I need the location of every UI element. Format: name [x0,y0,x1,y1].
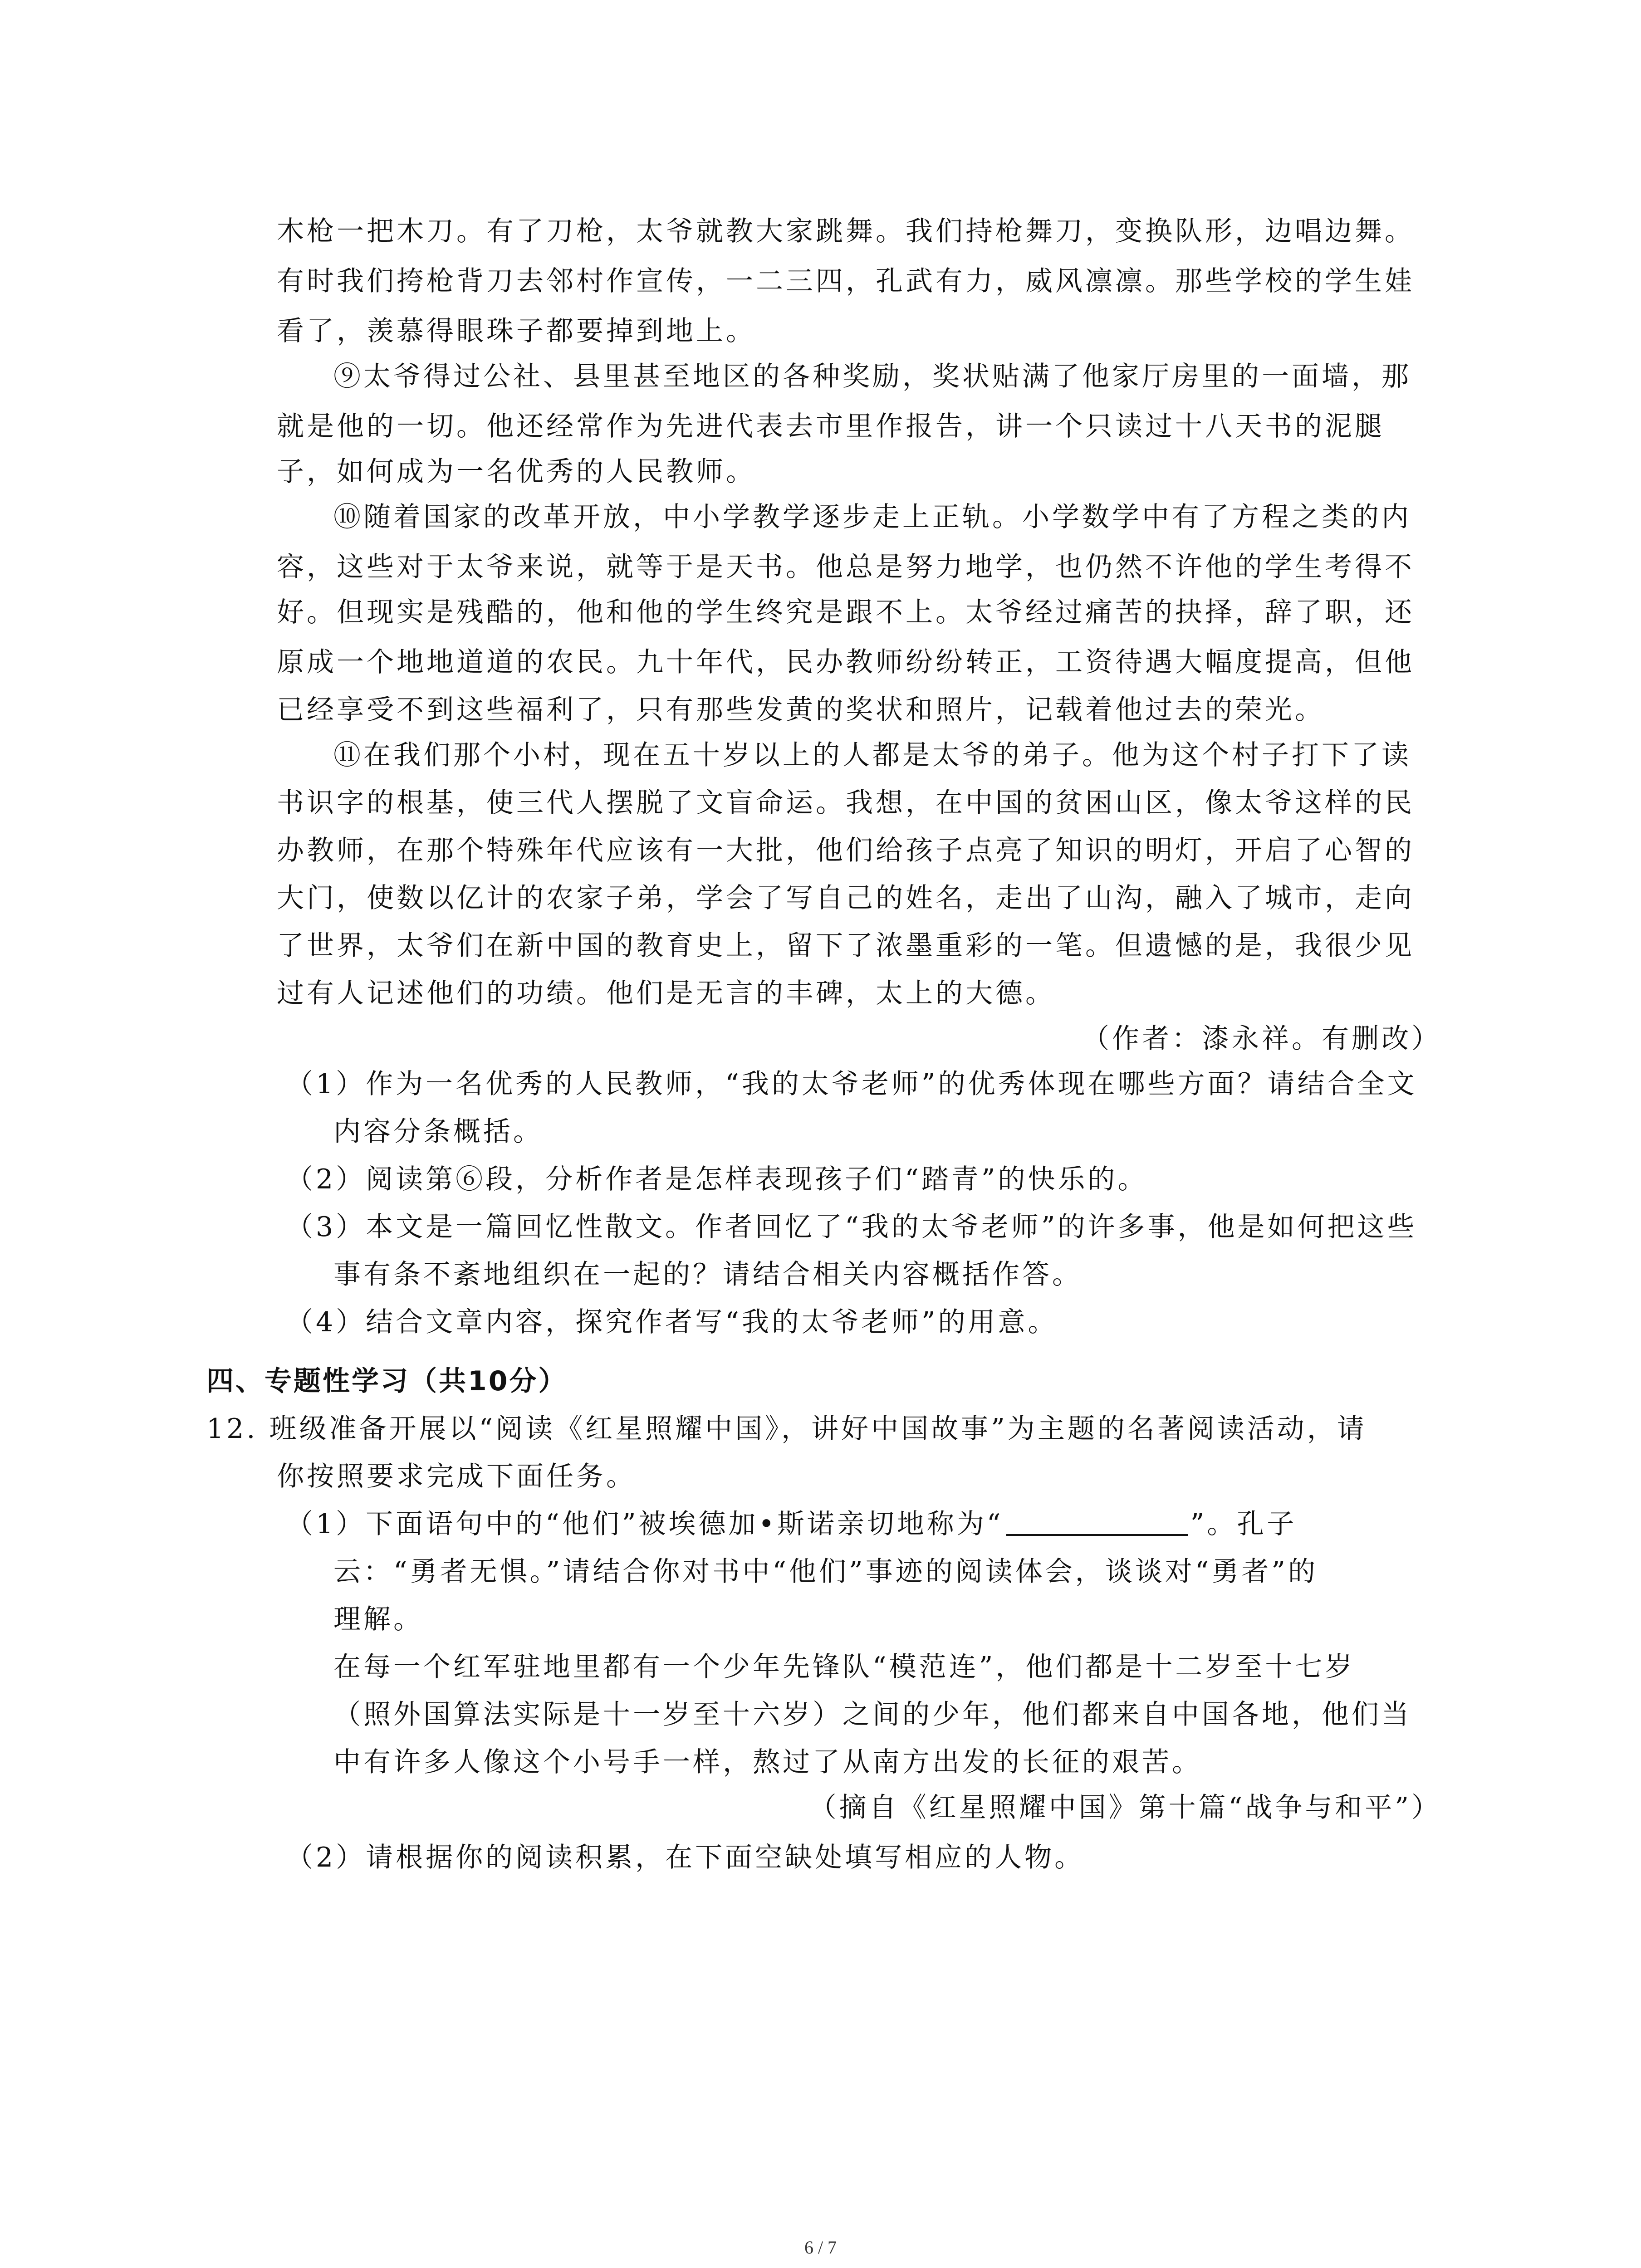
paragraph-11-line-5: 了世界，太爷们在新中国的教育史上，留下了浓墨重彩的一笔。但遗憾的是，我很少见 [277,930,1415,962]
question-11-4: （4）结合文章内容，探究作者写“我的太爷老师”的用意。 [286,1306,1058,1338]
paragraph-11-line-4: 大门，使数以亿计的农家子弟，学会了写自己的姓名，走出了山沟，融入了城市，走向 [277,882,1415,914]
paragraph-11-line-1: ⑪在我们那个小村，现在五十岁以上的人都是太爷的弟子。他为这个村子打下了读 [333,739,1411,771]
question-12-1-line-3: 理解。 [333,1603,423,1635]
article-source: （作者：漆永祥。有删改） [1082,1023,1441,1055]
question-12-1-prompt-end: ”。孔子 [1190,1508,1297,1540]
question-11-3-line-1: （3）本文是一篇回忆性散文。作者回忆了“我的太爷老师”的许多事，他是如何把这些 [286,1211,1417,1243]
answer-blank[interactable] [1006,1507,1188,1536]
paragraph-8-line-2: 有时我们挎枪背刀去邻村作宣传，一二三四，孔武有力，威风凛凛。那些学校的学生娃 [277,265,1415,297]
paragraph-11-line-3: 办教师，在那个特殊年代应该有一大批，他们给孩子点亮了知识的明灯，开启了心智的 [277,835,1415,866]
question-11-1-line-1: （1）作为一名优秀的人民教师，“我的太爷老师”的优秀体现在哪些方面？请结合全文 [286,1068,1417,1100]
section-4-heading: 四、专题性学习（共10分） [206,1365,568,1397]
paragraph-9-line-2: 就是他的一切。他还经常作为先进代表去市里作报告，讲一个只读过十八天书的泥腿 [277,411,1385,442]
quote-line-1: 在每一个红军驻地里都有一个少年先锋队“模范连”，他们都是十二岁至十七岁 [333,1651,1355,1683]
paragraph-10-line-5: 已经享受不到这些福利了，只有那些发黄的奖状和照片，记载着他过去的荣光。 [277,694,1325,726]
paragraph-10-line-2: 容，这些对于太爷来说，就等于是天书。他总是努力地学，也仍然不许他的学生考得不 [277,551,1415,583]
question-12-line-2: 你按照要求完成下面任务。 [277,1461,636,1492]
paragraph-11-line-6: 过有人记述他们的功绩。他们是无言的丰碑，太上的大德。 [277,978,1055,1009]
question-11-1-line-2: 内容分条概括。 [333,1116,543,1148]
question-12-2: （2）请根据你的阅读积累，在下面空缺处填写相应的人物。 [286,1842,1085,1873]
page-number: 6 / 7 [804,2237,837,2258]
paragraph-8-line-1: 木枪一把木刀。有了刀枪，太爷就教大家跳舞。我们持枪舞刀，变换队形，边唱边舞。 [277,215,1415,247]
paragraph-10-line-4: 原成一个地地道道的农民。九十年代，民办教师纷纷转正，工资待遇大幅度提高，但他 [277,646,1415,678]
paragraph-9-line-1: ⑨太爷得过公社、县里甚至地区的各种奖励，奖状贴满了他家厅房里的一面墙，那 [333,361,1411,392]
question-12-line-1: 12. 班级准备开展以“阅读《红星照耀中国》，讲好中国故事”为主题的名著阅读活动，请 [206,1413,1367,1445]
paragraph-8-line-3: 看了，羡慕得眼珠子都要掉到地上。 [277,315,756,347]
paragraph-10-line-1: ⑩随着国家的改革开放，中小学教学逐步走上正轨。小学数学中有了方程之类的内 [333,501,1411,533]
quote-source: （摘自《红星照耀中国》第十篇“战争与和平”） [809,1792,1441,1823]
paragraph-11-line-2: 书识字的根基，使三代人摆脱了文盲命运。我想，在中国的贫困山区，像太爷这样的民 [277,787,1415,819]
paragraph-9-line-3: 子，如何成为一名优秀的人民教师。 [277,456,756,488]
quote-line-2: （照外国算法实际是十一岁至十六岁）之间的少年，他们都来自中国各地，他们当 [333,1699,1411,1730]
question-11-2: （2）阅读第⑥段，分析作者是怎样表现孩子们“踏青”的快乐的。 [286,1163,1148,1195]
question-12-1-prompt: （1）下面语句中的“他们”被埃德加•斯诺亲切地称为“ [286,1508,1004,1540]
question-12-1-line-1 [286,1506,1297,1542]
question-11-3-line-2: 事有条不紊地组织在一起的？请结合相关内容概括作答。 [333,1259,1082,1290]
paragraph-10-line-3: 好。但现实是残酷的，他和他的学生终究是跟不上。太爷经过痛苦的抉择，辞了职，还 [277,596,1415,628]
question-12-1-line-2: 云：“勇者无惧。”请结合你对书中“他们”事迹的阅读体会，谈谈对“勇者”的 [333,1556,1318,1588]
quote-line-3: 中有许多人像这个小号手一样，熬过了从南方出发的长征的艰苦。 [333,1746,1202,1778]
